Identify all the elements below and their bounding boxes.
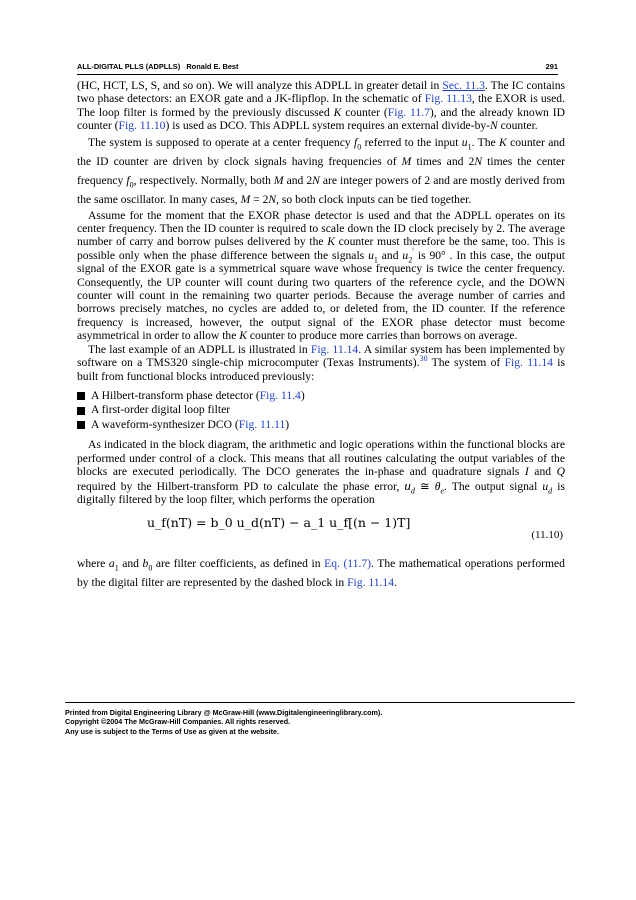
paragraph-5: As indicated in the block diagram, the arithmetic and logic operations within the functional blocks are performed under control of a clock. This means that all routines calculating the output variables of the blocks are executed periodically. The DCO generates the in-phase and quadrature signals I and Q required by the Hilbert-transform PD to calculate the phase error, $u_d$ ≅ $\theta_e$. The output signal $u_d$ is digitally filtered by the loop filter, which performs the operation bbox=[77, 438, 565, 507]
link-fig-11-10[interactable]: Fig. 11.10 bbox=[118, 119, 166, 133]
page-footer bbox=[65, 702, 575, 736]
header-title: ALL-DIGITAL PLLS (ADPLLS) Ronald E. Best bbox=[77, 62, 239, 71]
reference-30[interactable]: 30 bbox=[419, 354, 428, 364]
link-fig-11-14[interactable]: Fig. 11.14 bbox=[310, 342, 359, 356]
link-fig-11-11[interactable]: Fig. 11.11 bbox=[238, 417, 286, 431]
body-text bbox=[77, 79, 565, 592]
link-fig-11-14-c[interactable]: Fig. 11.14 bbox=[347, 576, 395, 590]
equation-number: (11.10) bbox=[531, 529, 563, 542]
paragraph-6: where $a_1$ and $b_0$ are filter coefficients, as defined in Eq. (11.7). The mathematical operations performed by the digital filter are represented by the dashed block in Fig. 11.14. bbox=[77, 557, 565, 590]
running-header bbox=[77, 62, 558, 75]
paragraph-1: (HC, HCT, LS, S, and so on). We will analyze this ADPLL in greater detail in Sec. 11.3. The IC contains two phase detectors: an EXOR gate and a JK-flipflop. In the schematic of Fig. 11.13, the EXOR is used. The loop filter is formed by the previously discussed K counter (Fig. 11.7), and the already known ID counter (Fig. 11.10) is used as DCO. This ADPLL system requires an external divide-by-N counter. bbox=[77, 79, 566, 133]
link-fig-11-4[interactable]: Fig. 11.4 bbox=[259, 388, 301, 402]
page-number: 291 bbox=[545, 62, 558, 71]
equation-11-10 bbox=[77, 512, 565, 546]
footer-line-copyright: Copyright ©2004 The McGraw-Hill Companies. All rights reserved. bbox=[65, 717, 291, 727]
paragraph-4: The last example of an ADPLL is illustrated in Fig. 11.14. A similar system has been implemented by software on a TMS320 single-chip microcomputer (Texas Instruments).$^{30}$ The system of Fig. 11.14 is built from functional blocks introduced previously: bbox=[77, 342, 566, 383]
link-fig-11-14-b[interactable]: Fig. 11.14 bbox=[504, 356, 553, 370]
bullet-square-icon bbox=[77, 392, 85, 400]
bullet-square-icon bbox=[77, 421, 85, 429]
equation-expression: u_f(nT) = b_0 u_d(nT) − a_1 u_f[(n − 1)T] bbox=[147, 515, 411, 531]
link-fig-11-7[interactable]: Fig. 11.7 bbox=[387, 105, 430, 119]
footer-line-terms: Any use is subject to the Terms of Use as given at the website. bbox=[65, 726, 279, 736]
list-item: A waveform-synthesizer DCO (Fig. 11.11) bbox=[77, 418, 565, 433]
bullet-square-icon bbox=[77, 407, 85, 415]
list-item: A Hilbert-transform phase detector (Fig. 11.4) bbox=[77, 389, 565, 404]
paragraph-2: The system is supposed to operate at a center frequency $f_0$ referred to the input $u_1$. The K counter and the ID counter are driven by clock signals having frequencies of M times and 2N times the center frequency $f_0$, respectively. Normally, both M and 2N are integer powers of 2 and are mostly derived from the same oscillator. In many cases, M = 2N, so both clock inputs can be tied together. bbox=[77, 135, 565, 206]
link-sec-11-3[interactable]: Sec. 11.3 bbox=[442, 79, 485, 92]
bullet-list bbox=[77, 389, 565, 433]
list-item: A first-order digital loop filter bbox=[77, 403, 565, 418]
footer-line-printed: Printed from Digital Engineering Library @ McGraw-Hill (www.Digitalengineeringlibrary.com). bbox=[65, 708, 383, 717]
link-fig-11-13[interactable]: Fig. 11.13 bbox=[424, 92, 472, 106]
link-eq-11-7[interactable]: Eq. (11.7) bbox=[324, 557, 372, 571]
paragraph-3: Assume for the moment that the EXOR phase detector is used and that the ADPLL operates on its center frequency. Then the ID counter is required to scale down the ID clock precisely by 2. The average number of carry and borrow pulses delivered by the K counter must therefore be the same, too. This is possible only when the phase difference between the signals $u_1$ and $u_2'$ is 90° . In this case, the output signal of the EXOR gate is a symmetrical square wave whose frequency is twice the center frequency. Consequently, the UP counter will count during two quarters of the reference cycle, and the DOWN counter will count in the remaining two quarter periods. Because the average number of carries and borrows precisely matches, no cycles are added to, or deleted from, the ID counter. If the reference frequency is increased, however, the output signal of the EXOR phase detector must become asymmetrical in order to allow the K counter to produce more carries than borrows on average. bbox=[77, 208, 565, 343]
